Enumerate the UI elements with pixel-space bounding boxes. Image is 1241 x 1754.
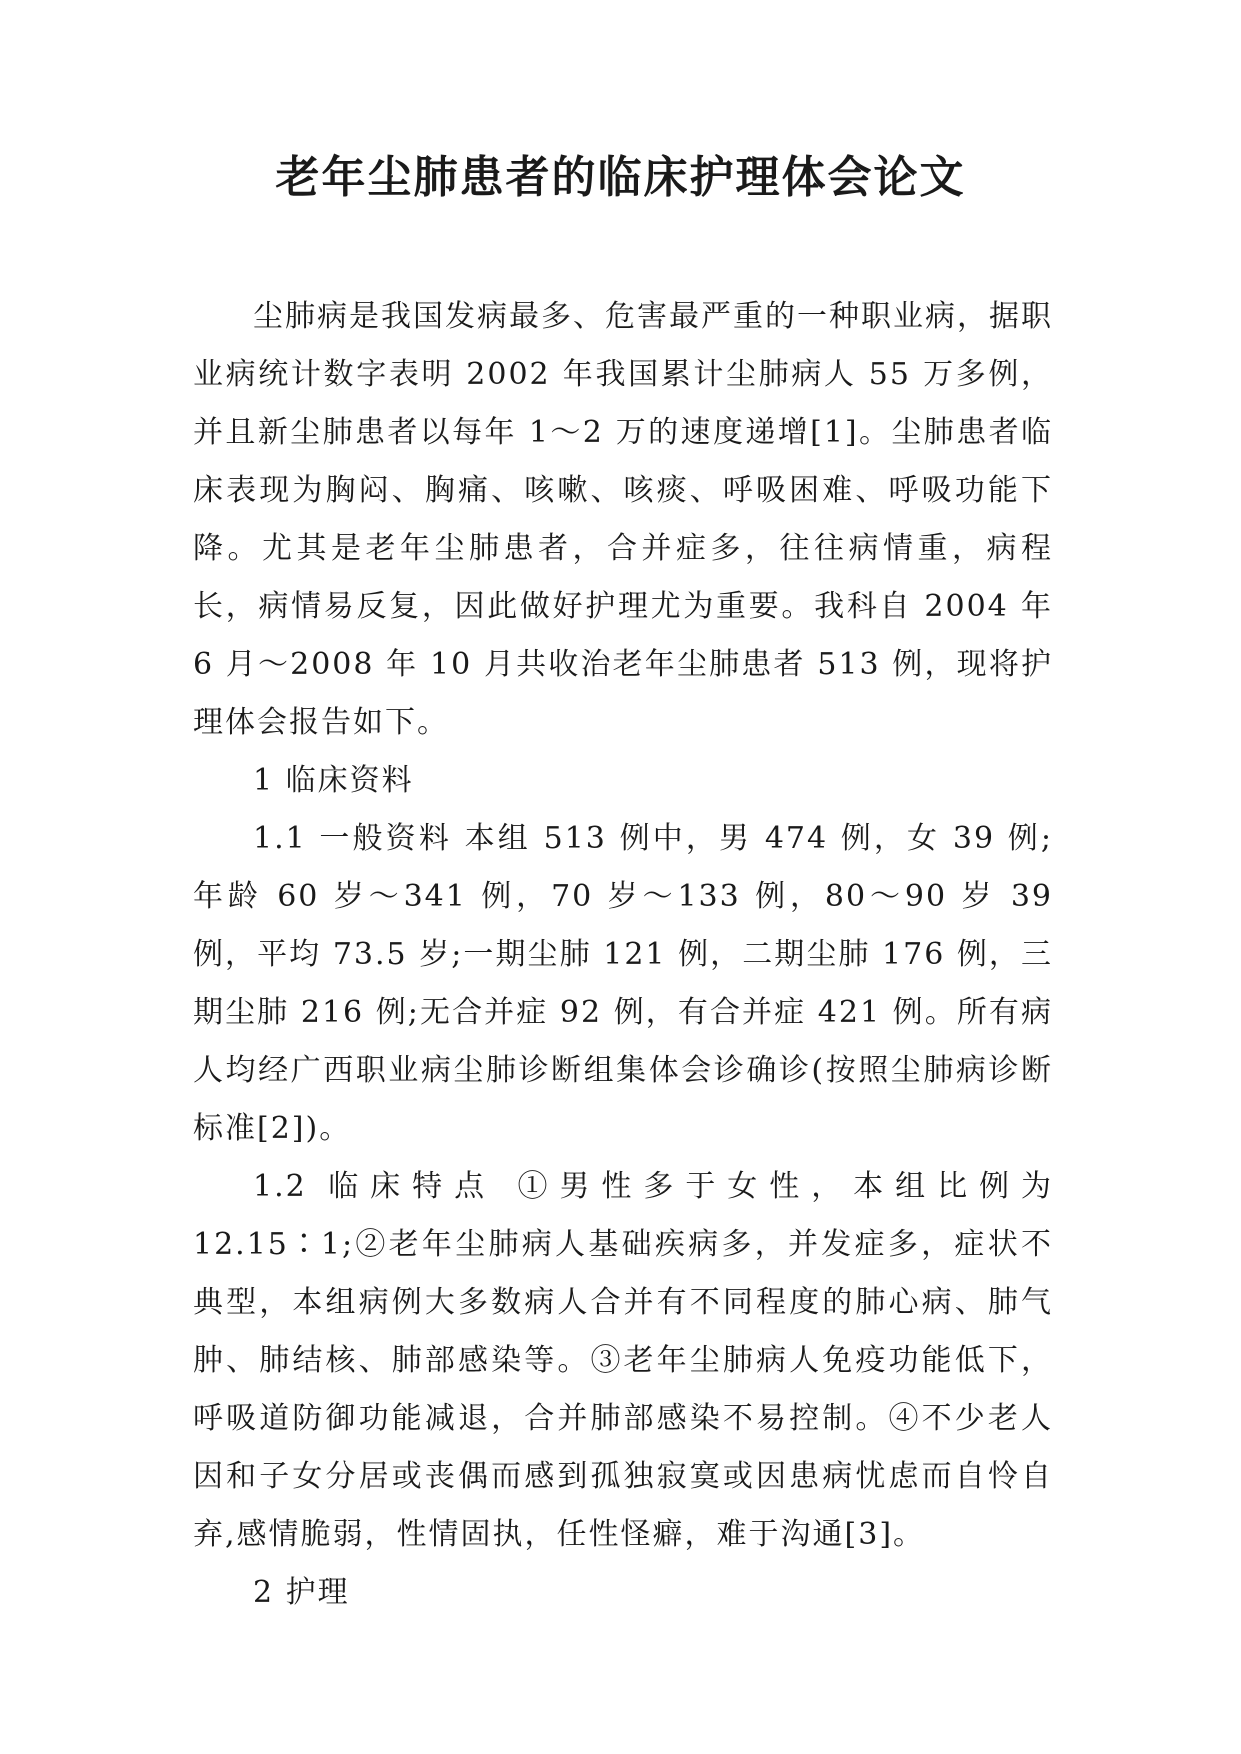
document-body — [193, 288, 1053, 1622]
paragraph-general-data: 1.1 一般资料 本组 513 例中，男 474 例，女 39 例;年龄 60 岁～341 例，70 岁～133 例，80～90 岁 39 例，平均 73.5 岁;一期尘肺 121 例，二期尘肺 176 例，三期尘肺 216 例;无合并症 92 例，有合并症 421 例。所有病人均经广西职业病尘肺诊断组集体会诊确诊(按照尘肺病诊断标准[2])。 — [193, 821, 1053, 1146]
paragraph-intro: 尘肺病是我国发病最多、危害最严重的一种职业病，据职业病统计数字表明 2002 年我国累计尘肺病人 55 万多例，并且新尘肺患者以每年 1～2 万的速度递增[1]。尘肺患者临床表现为胸闷、胸痛、咳嗽、咳痰、呼吸困难、呼吸功能下降。尤其是老年尘肺患者，合并症多，往往病情重，病程长，病情易反复，因此做好护理尤为重要。我科自 2004 年 6 月～2008 年 10 月共收治老年尘肺患者 513 例，现将护理体会报告如下。 — [193, 299, 1053, 740]
paragraph-clinical-features: 1.2 临床特点 ①男性多于女性，本组比例为 12.15∶1;②老年尘肺病人基础疾病多，并发症多，症状不典型，本组病例大多数病人合并有不同程度的肺心病、肺气肿、肺结核、肺部感染等。③老年尘肺病人免疫功能低下，呼吸道防御功能减退，合并肺部感染不易控制。④不少老人因和子女分居或丧偶而感到孤独寂寞或因患病忧虑而自怜自弃,感情脆弱，性情固执，任性怪癖，难于沟通[3]。 — [193, 1169, 1053, 1552]
document-title: 老年尘肺患者的临床护理体会论文 — [275, 152, 966, 203]
section-heading-clinical-data: 1 临床资料 — [253, 763, 414, 798]
section-heading-nursing: 2 护理 — [253, 1575, 350, 1610]
